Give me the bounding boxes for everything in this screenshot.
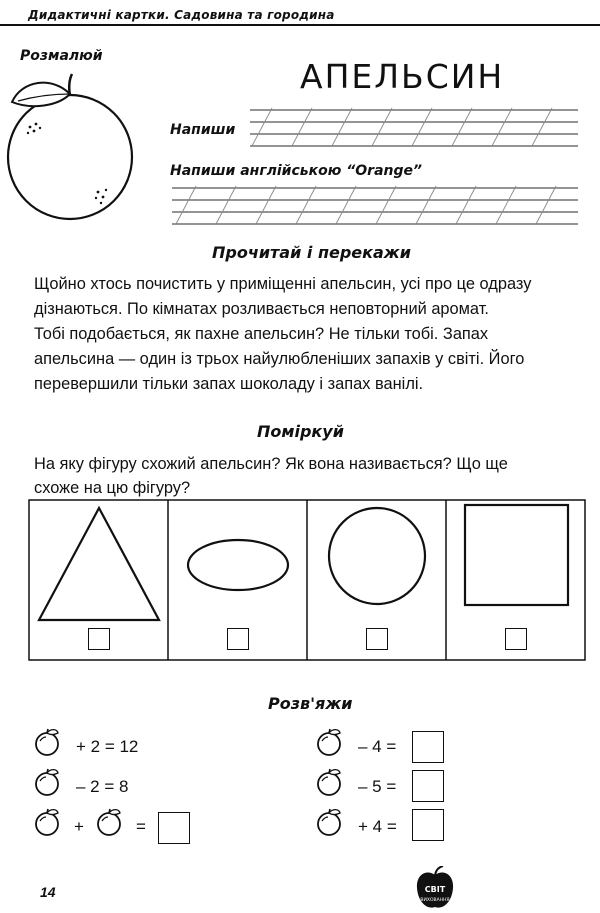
equation-4: – 4 = (358, 737, 397, 756)
equation-1: + 2 = 12 (76, 737, 139, 756)
answer-box-3[interactable] (158, 812, 190, 844)
write-instruction: Напиши (170, 122, 236, 138)
orange-icon (34, 728, 62, 758)
equation-2: – 2 = 8 (76, 777, 129, 796)
square-checkbox[interactable] (505, 628, 527, 650)
color-instruction: Розмалюй (20, 48, 103, 64)
think-question-line: На яку фігуру схожий апельсин? Як вона називається? Що ще (34, 455, 508, 473)
oval-checkbox[interactable] (227, 628, 249, 650)
equation-5: – 5 = (358, 777, 397, 796)
orange-icon (96, 808, 124, 838)
logo-text-bottom: ВИХОВАННЯ (420, 898, 450, 903)
read-line: Тобі подобається, як пахне апельсин? Не тільки тобі. Запах (34, 325, 489, 343)
read-section-title: Прочитай і перекажи (212, 243, 411, 262)
equation-3-plus: + (74, 817, 84, 836)
page-number: 14 (40, 884, 56, 900)
equation-3-equals: = (136, 817, 146, 836)
think-section-title: Поміркуй (257, 422, 344, 441)
header-title: Дидактичні картки. Садовина та городина (28, 8, 335, 22)
circle-shape (329, 508, 425, 604)
write-english-instruction: Напиши англійською “Orange” (170, 163, 423, 179)
solve-section-title: Розв'яжи (268, 694, 353, 713)
publisher-logo (415, 866, 455, 911)
read-line: апельсина — один із трьох найулюбленіших запахів у світі. Його (34, 350, 525, 368)
equation-6: + 4 = (358, 817, 397, 836)
orange-icon (34, 768, 62, 798)
triangle-checkbox[interactable] (88, 628, 110, 650)
orange-icon (316, 808, 344, 838)
read-line: Щойно хтось почистить у приміщенні апельсин, усі про це одразу (34, 275, 532, 293)
read-line: перевершили тільки запах шоколаду і запах ванілі. (34, 375, 424, 393)
page-title: АПЕЛЬСИН (300, 57, 505, 96)
orange-icon (316, 768, 344, 798)
triangle-shape (39, 508, 159, 620)
square-shape (465, 505, 568, 605)
circle-checkbox[interactable] (366, 628, 388, 650)
orange-icon (316, 728, 344, 758)
answer-box-5[interactable] (412, 770, 444, 802)
answer-box-4[interactable] (412, 731, 444, 763)
answer-box-6[interactable] (412, 809, 444, 841)
read-line: дізнаються. По кімнатах розливається неповторний аромат. (34, 300, 489, 318)
logo-text-top: СВІТ (424, 885, 446, 894)
orange-icon (34, 808, 62, 838)
think-question-line: схоже на цю фігуру? (34, 479, 191, 497)
oval-shape (188, 540, 288, 590)
